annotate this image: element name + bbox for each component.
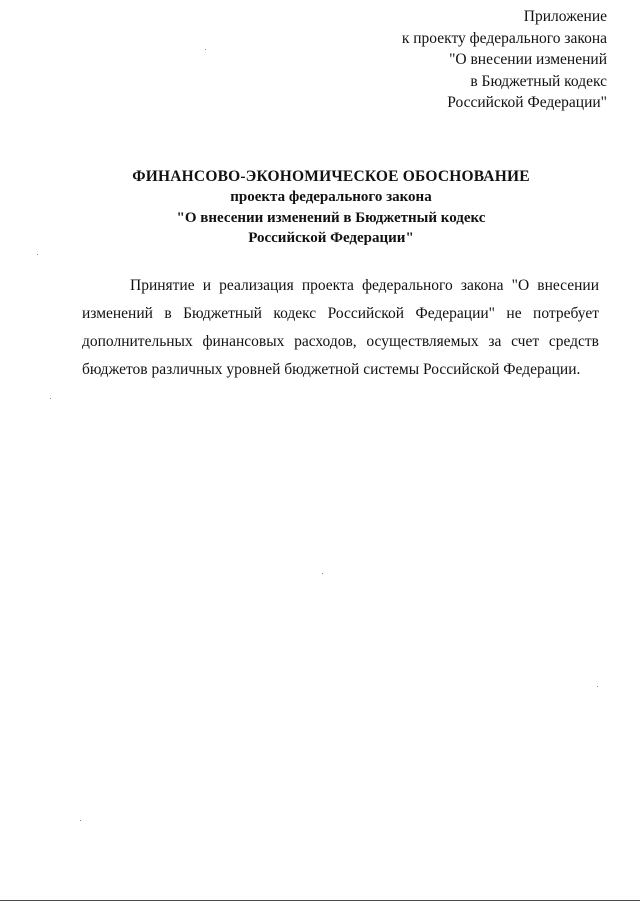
appendix-note: [287, 6, 607, 114]
title-subline: проекта федерального закона: [230, 189, 432, 205]
body-paragraph: Принятие и реализация проекта федерального закона "О внесении изменений в Бюджетный кодекс Российской Федерации" не потребует дополнительных финансовых расходов, осуществляемых за счет средств бюджетов различных уровней бюджетной системы Российской Федерации.: [82, 276, 599, 378]
appendix-line: Российской Федерации": [447, 94, 607, 111]
title-subline: "О внесении изменений в Бюджетный кодекс: [176, 209, 486, 226]
scan-speck: [322, 573, 323, 574]
scan-speck: [80, 820, 81, 821]
title-subline: Российской Федерации": [248, 230, 414, 246]
title-main: ФИНАНСОВО-ЭКОНОМИЧЕСКОЕ ОБОСНОВАНИЕ: [132, 168, 530, 185]
appendix-line: Приложение: [523, 8, 607, 25]
document-title: [0, 166, 640, 249]
scan-speck: [37, 254, 38, 255]
appendix-line: к проекту федерального закона: [401, 29, 607, 47]
appendix-line: "О внесении изменений: [449, 51, 607, 68]
scan-speck: [205, 49, 206, 50]
scan-speck: [50, 398, 51, 399]
scan-speck: [597, 686, 598, 687]
appendix-line: в Бюджетный кодекс: [470, 72, 607, 90]
scan-edge-line: [0, 900, 640, 901]
